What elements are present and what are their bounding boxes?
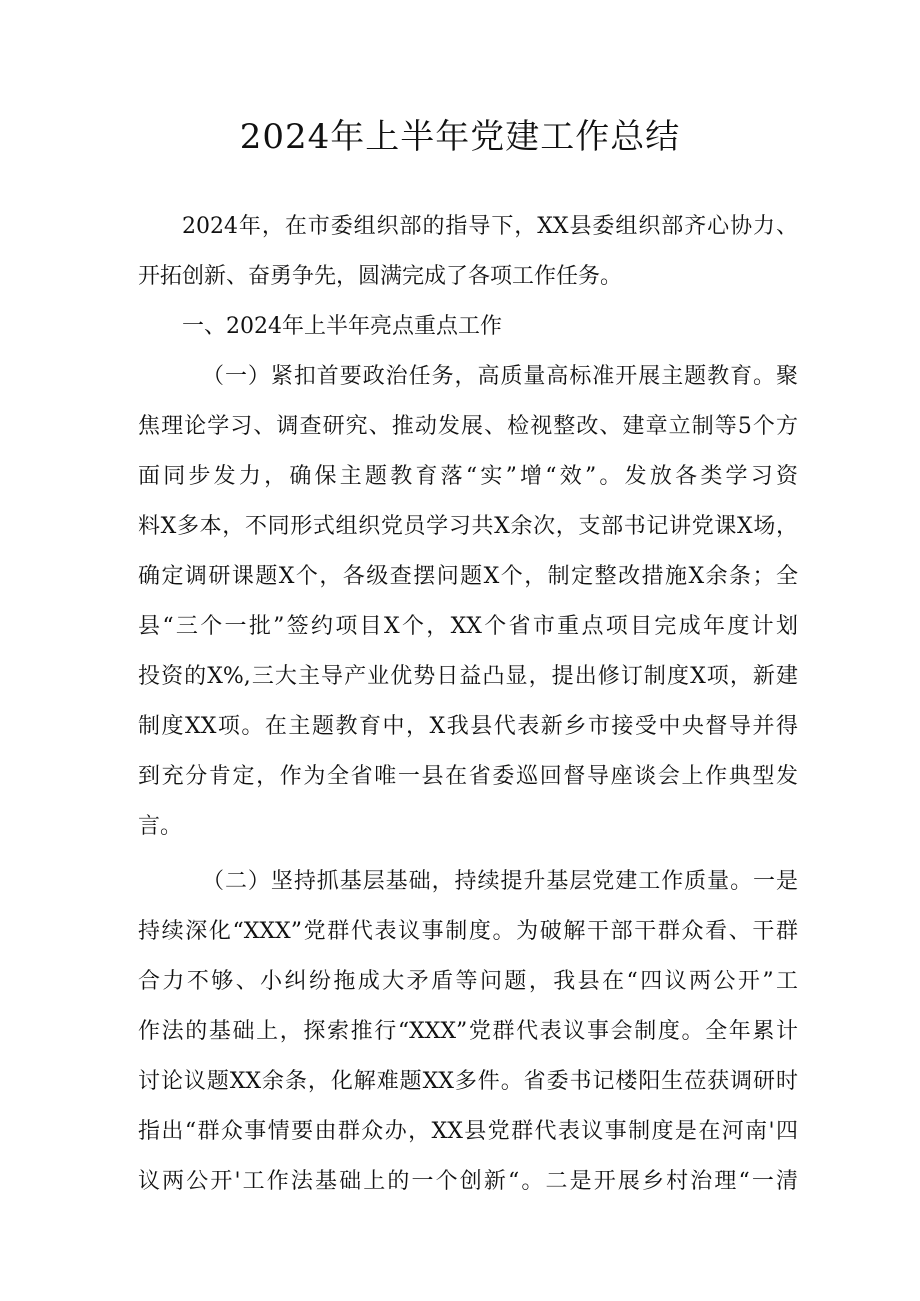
body-line: 投资的X%,三大主导产业优势日益凸显，提出修订制度X项，新建 [138,664,798,689]
body-line: （一）紧扣首要政治任务，高质量高标准开展主题教育。聚 [202,364,798,389]
body-line: 制度XX项。在主题教育中，X我县代表新乡市接受中央督导并得 [138,714,798,739]
body-line: 到充分肯定，作为全省唯一县在省委巡回督导座谈会上作典型发 [138,764,798,789]
body-line: 确定调研课题X个，各级查摆问题X个，制定整改措施X余条；全 [138,564,798,589]
body-line: 议两公开'工作法基础上的一个创新“。二是开展乡村治理“一清 [138,1169,798,1194]
body-line: 县“三个一批”签约项目X个，XX个省市重点项目完成年度计划 [138,614,798,639]
body-line: 讨论议题XX余条，化解难题XX多件。省委书记楼阳生莅获调研时 [138,1069,798,1094]
body-line: 持续深化“XXX”党群代表议事制度。为破解干部干群众看、干群 [138,919,798,944]
body-line: 焦理论学习、调查研究、推动发展、检视整改、建章立制等5个方 [138,414,798,439]
body-line: （二）坚持抓基层基础，持续提升基层党建工作质量。一是 [202,869,798,894]
body-line: 2024年，在市委组织部的指导下，XX县委组织部齐心协力、 [182,214,798,239]
body-line: 作法的基础上，探索推行“XXX”党群代表议事会制度。全年累计 [138,1019,798,1044]
section-heading: 一、2024年上半年亮点重点工作 [182,314,502,339]
body-line: 言。 [138,814,183,839]
body-line: 料X多本，不同形式组织党员学习共X余次，支部书记讲党课X场， [138,514,798,539]
document-title: 2024年上半年党建工作总结 [239,117,681,157]
body-line: 开拓创新、奋勇争先，圆满完成了各项工作任务。 [138,264,623,289]
body-line: 合力不够、小纠纷拖成大矛盾等问题，我县在“四议两公开”工 [138,969,798,994]
body-line: 指出“群众事情要由群众办，XX县党群代表议事制度是在河南'四 [138,1119,798,1144]
body-line: 面同步发力，确保主题教育落“实”增“效”。发放各类学习资 [138,464,798,489]
